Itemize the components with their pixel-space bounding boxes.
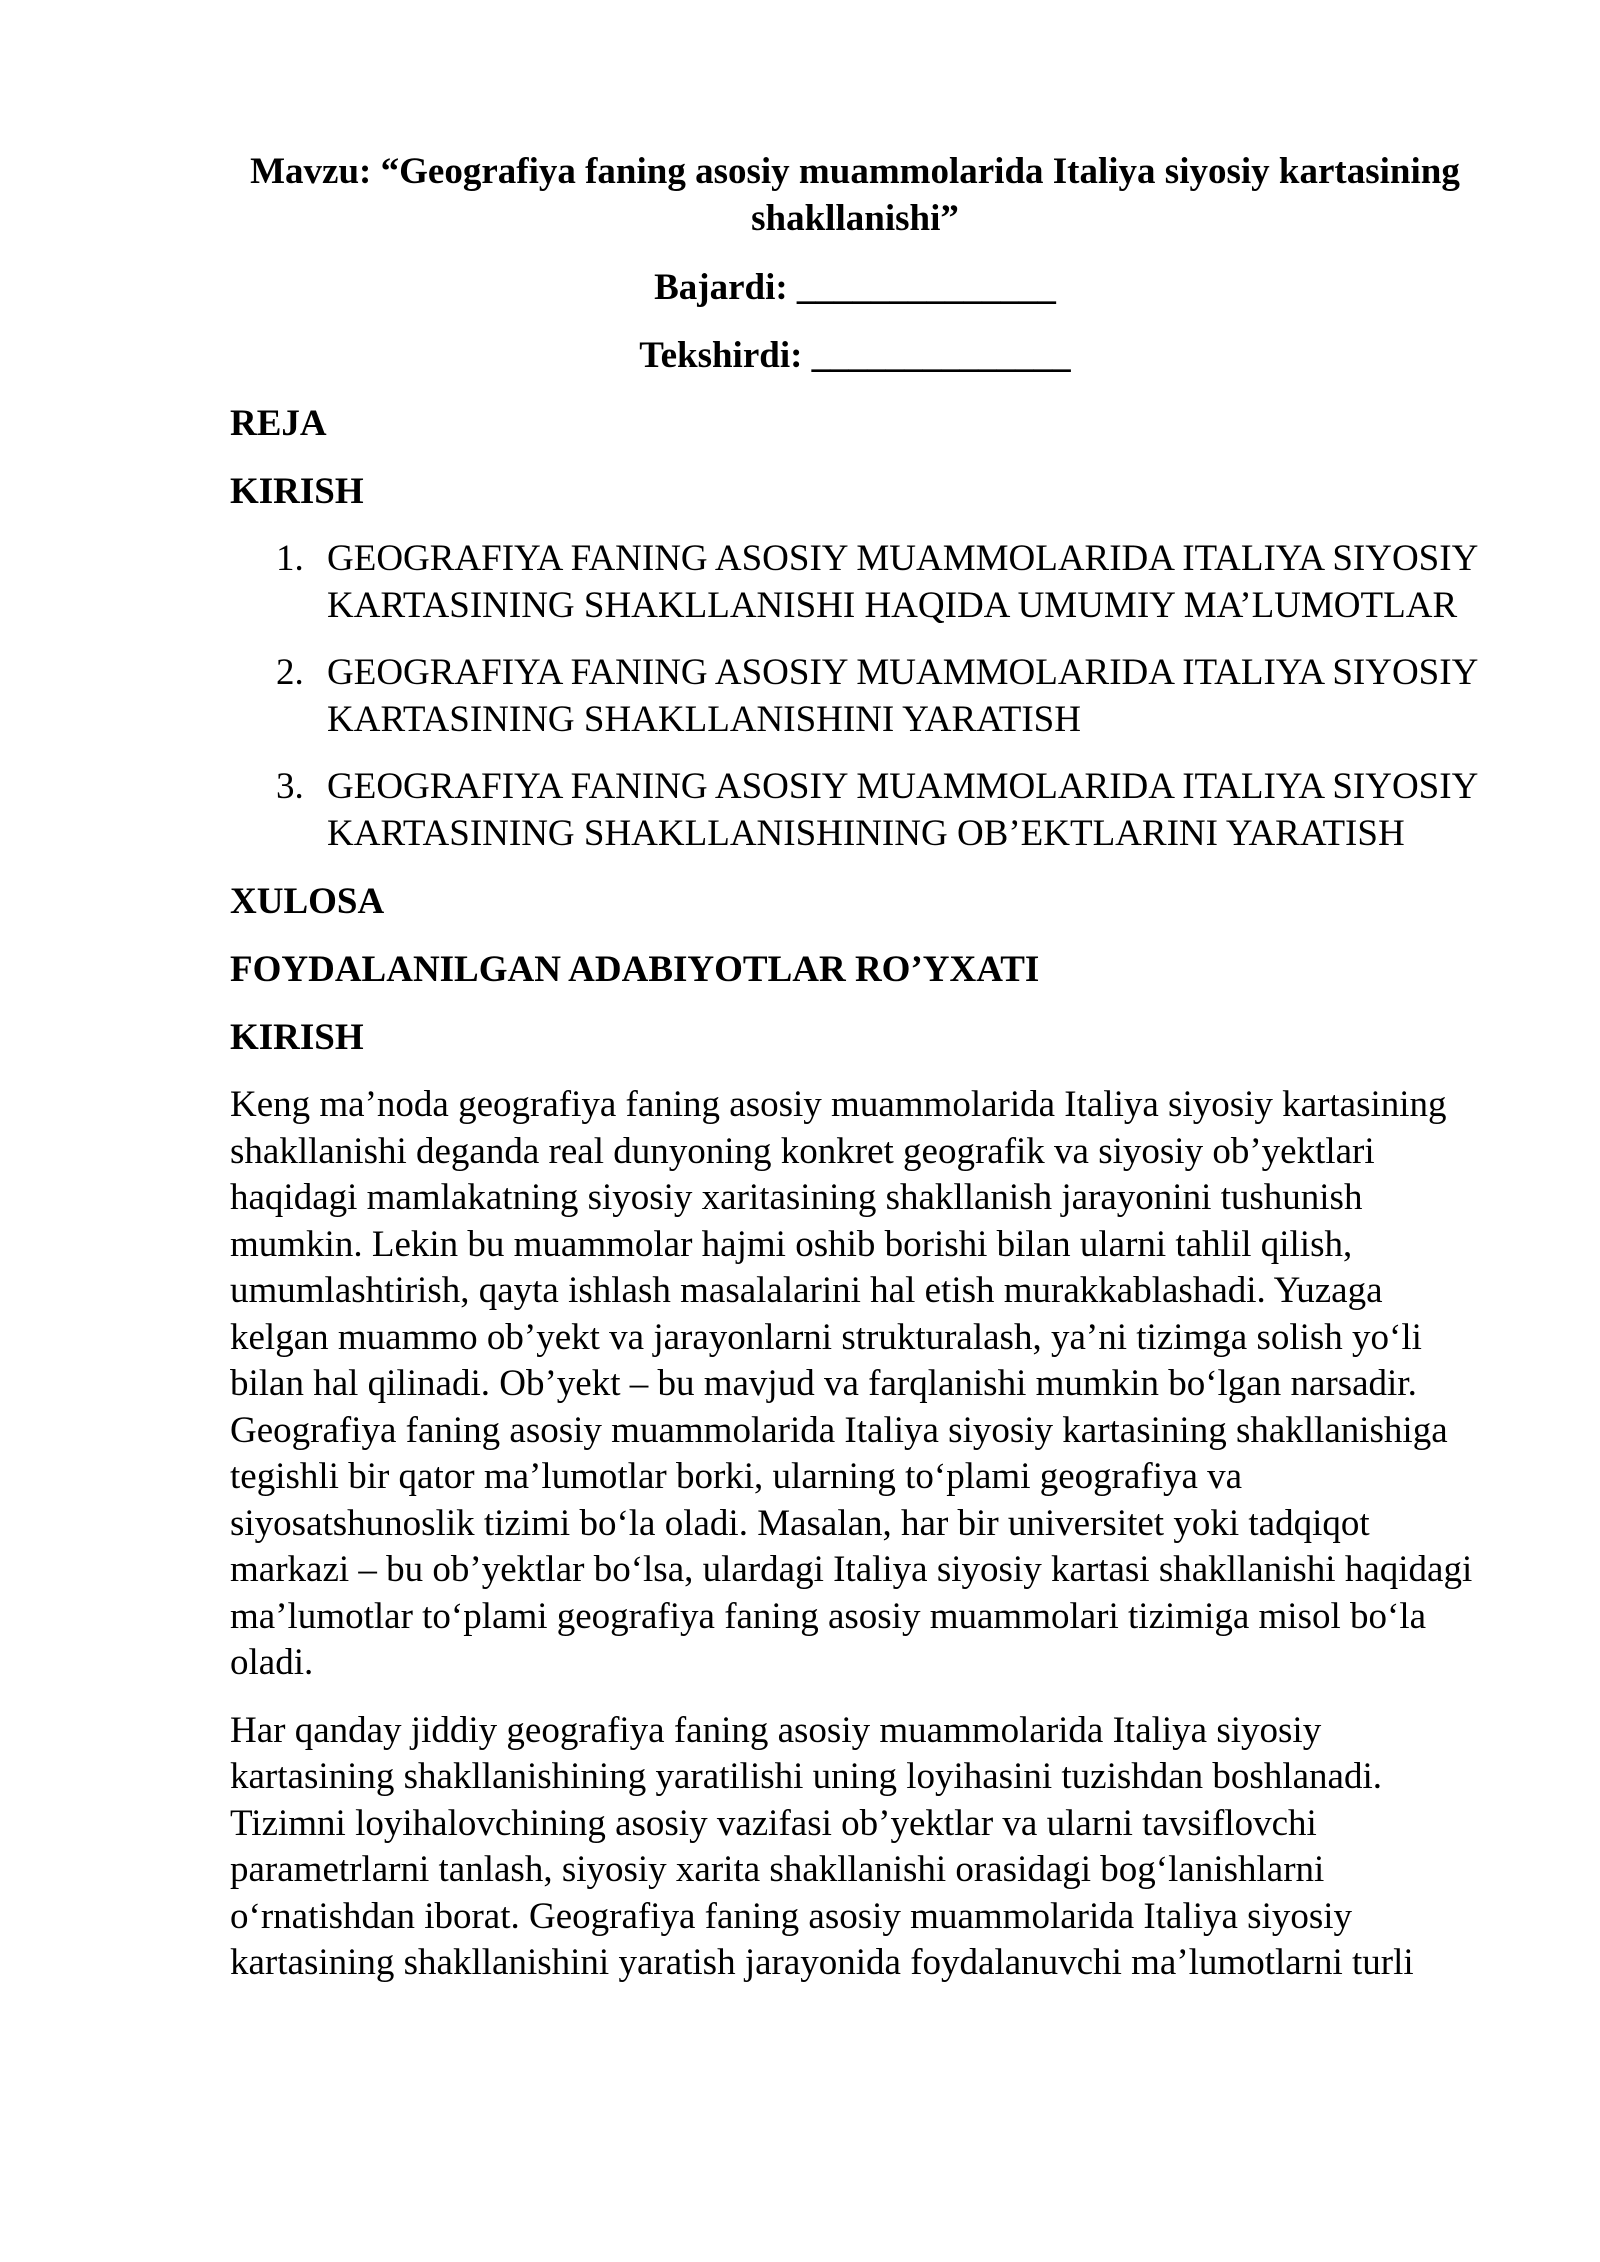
toc-item-number: 3. — [276, 766, 304, 807]
toc-item-text: GEOGRAFIYA FANING ASOSIY MUAMMOLARIDA ITALIYA SIYOSIY KARTASINING SHAKLLANISHINING OB’EKTLARINI YARATISH — [327, 766, 1477, 854]
toc-item — [230, 650, 1480, 743]
body-paragraph: Har qanday jiddiy geografiya faning asosiy muammolarida Italiya siyosiy kartasining shakllanishining yaratilishi uning loyihasini tuzishdan boshlanadi. Tizimni loyihalovchining asosiy vazifasi ob’yektlar va ularni tavsiflovchi parametrlarni tanlash, siyosiy xarita shakllanishi orasidagi bog‘lanishlarni o‘rnatishdan iborat. Geografiya faning asosiy muammolarida Italiya siyosiy kartasining shakllanishini yaratish jarayonida foydalanuvchi ma’lumotlarni turli — [230, 1709, 1414, 1983]
toc-item — [230, 764, 1480, 857]
bajardi-line: Bajardi: ______________ — [654, 267, 1056, 308]
toc-item-number: 2. — [276, 652, 304, 693]
reja-heading: REJA — [230, 403, 327, 444]
tekshirdi-line: Tekshirdi: ______________ — [639, 335, 1071, 376]
table-of-contents — [230, 536, 1480, 857]
kirish-toc-heading: KIRISH — [230, 471, 364, 512]
toc-item-text: GEOGRAFIYA FANING ASOSIY MUAMMOLARIDA ITALIYA SIYOSIY KARTASINING SHAKLLANISHINI YARATISH — [327, 652, 1477, 740]
body-paragraph: Keng ma’noda geografiya faning asosiy muammolarida Italiya siyosiy kartasining shakllanishi deganda real dunyoning konkret geografik va siyosiy ob’yektlari haqidagi mamlakatning siyosiy xaritasining shakllanish jarayonini tushunish mumkin. Lekin bu muammolar hajmi oshib borishi bilan ularni tahlil qilish, umumlashtirish, qayta ishlash masalalarini hal etish murakkablashadi. Yuzaga kelgan muammo ob’yekt va jarayonlarni strukturalash, ya’ni tizimga solish yo‘li bilan hal qilinadi. Ob’yekt – bu mavjud va farqlanishi mumkin bo‘lgan narsadir. Geografiya faning asosiy muammolarida Italiya siyosiy kartasining shakllanishiga tegishli bir qator ma’lumotlar borki, ularning to‘plami geografiya va siyosatshunoslik tizimi bo‘la oladi. Masalan, har bir universitet yoki tadqiqot markazi – bu ob’yektlar bo‘lsa, ulardagi Italiya siyosiy kartasi shakllanishi haqidagi ma’lumotlar to‘plami geografiya faning asosiy muammolari tizimiga misol bo‘la oladi. — [230, 1084, 1473, 1683]
adabiyotlar-heading: FOYDALANILGAN ADABIYOTLAR RO’YXATI — [230, 949, 1040, 990]
document-title: Mavzu: “Geografiya faning asosiy muammolarida Italiya siyosiy kartasining shakllanishi” — [250, 151, 1460, 239]
toc-item — [230, 536, 1480, 629]
toc-item-number: 1. — [276, 538, 304, 579]
toc-item-text: GEOGRAFIYA FANING ASOSIY MUAMMOLARIDA ITALIYA SIYOSIY KARTASINING SHAKLLANISHI HAQIDA UMUMIY MA’LUMOTLAR — [327, 538, 1477, 626]
kirish-heading: KIRISH — [230, 1017, 364, 1058]
document-page — [230, 148, 1480, 2008]
xulosa-heading: XULOSA — [230, 881, 385, 922]
